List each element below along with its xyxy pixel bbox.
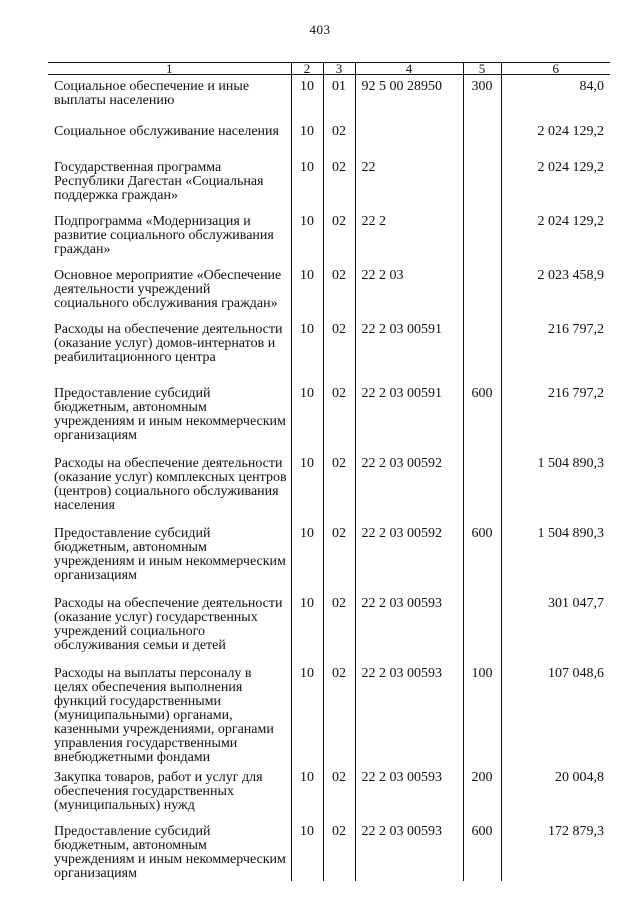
row-expense-type-cell bbox=[463, 591, 501, 661]
row-name-cell: Закупка товаров, работ и услуг для обеспечения государственных (муниципальных) нужд bbox=[54, 769, 263, 813]
row-target-article-cell: 22 2 03 00593 bbox=[355, 765, 463, 819]
row-expense-type-cell bbox=[463, 119, 501, 155]
row-subsection-cell: 02 bbox=[323, 263, 355, 317]
row-subsection-cell: 02 bbox=[323, 209, 355, 263]
table-row bbox=[48, 209, 610, 263]
row-amount-cell: 1 504 890,3 bbox=[501, 521, 610, 591]
row-expense-type-cell: 600 bbox=[463, 381, 501, 451]
row-section-cell: 10 bbox=[291, 209, 323, 263]
row-section-cell: 10 bbox=[291, 521, 323, 591]
row-section-cell: 10 bbox=[291, 819, 323, 881]
row-name-cell: Расходы на обеспечение деятельности (оказание услуг) государственных учреждений социального обслуживания семьи и детей bbox=[54, 595, 283, 653]
row-amount-cell: 301 047,7 bbox=[501, 591, 610, 661]
row-expense-type-cell: 300 bbox=[463, 75, 501, 119]
column-number-header-row bbox=[48, 63, 610, 75]
row-name-cell: Расходы на обеспечение деятельности (оказание услуг) комплексных центров (центров) социального обслуживания населения bbox=[54, 455, 287, 513]
row-section-cell: 10 bbox=[291, 381, 323, 451]
row-name-cell: Расходы на обеспечение деятельности (оказание услуг) домов-интернатов и реабилитационного центра bbox=[54, 321, 283, 365]
row-amount-cell: 172 879,3 bbox=[501, 819, 610, 881]
row-name-cell: Подпрограмма «Модернизация и развитие социального обслуживания граждан» bbox=[54, 213, 274, 257]
row-expense-type-cell: 600 bbox=[463, 819, 501, 881]
row-amount-cell: 20 004,8 bbox=[501, 765, 610, 819]
column-header-3: 3 bbox=[323, 63, 355, 75]
row-amount-cell: 2 024 129,2 bbox=[501, 209, 610, 263]
row-name-cell: Основное мероприятие «Обеспечение деятельности учреждений социального обслуживания граждан» bbox=[54, 267, 282, 311]
table-row bbox=[48, 381, 610, 451]
row-target-article-cell: 22 2 03 00593 bbox=[355, 819, 463, 881]
row-name-cell: Предоставление субсидий бюджетным, автономным учреждениям и иным некоммерческим организациям bbox=[54, 385, 286, 443]
row-name-cell: Расходы на выплаты персоналу в целях обеспечения выполнения функций государственными (муниципальными) органами, казенными учреждениями, органами управления государственными внебюджетными фондами bbox=[54, 665, 274, 765]
row-name-cell: Государственная программа Республики Дагестан «Социальная поддержка граждан» bbox=[54, 159, 264, 203]
row-section-cell: 10 bbox=[291, 661, 323, 765]
row-section-cell: 10 bbox=[291, 317, 323, 381]
row-name-cell: Предоставление субсидий бюджетным, автономным учреждениям и иным некоммерческим организациям bbox=[54, 823, 286, 881]
table-row bbox=[48, 521, 610, 591]
table-row bbox=[48, 317, 610, 381]
row-subsection-cell: 02 bbox=[323, 819, 355, 881]
row-section-cell: 10 bbox=[291, 155, 323, 209]
row-section-cell: 10 bbox=[291, 75, 323, 119]
row-subsection-cell: 02 bbox=[323, 521, 355, 591]
row-section-cell: 10 bbox=[291, 591, 323, 661]
row-expense-type-cell bbox=[463, 317, 501, 381]
column-header-5: 5 bbox=[463, 63, 501, 75]
row-amount-cell: 107 048,6 bbox=[501, 661, 610, 765]
row-subsection-cell: 02 bbox=[323, 317, 355, 381]
row-target-article-cell: 22 2 03 00593 bbox=[355, 591, 463, 661]
row-expense-type-cell bbox=[463, 155, 501, 209]
column-header-1: 1 bbox=[48, 63, 291, 75]
row-section-cell: 10 bbox=[291, 765, 323, 819]
row-name-cell: Предоставление субсидий бюджетным, автономным учреждениям и иным некоммерческим организациям bbox=[54, 525, 286, 583]
row-section-cell: 10 bbox=[291, 263, 323, 317]
row-subsection-cell: 02 bbox=[323, 765, 355, 819]
row-name-cell: Социальное обслуживание населения bbox=[54, 123, 279, 139]
table-row bbox=[48, 765, 610, 819]
row-target-article-cell: 22 2 03 bbox=[355, 263, 463, 317]
row-expense-type-cell: 600 bbox=[463, 521, 501, 591]
row-expense-type-cell: 200 bbox=[463, 765, 501, 819]
row-target-article-cell: 22 2 03 00593 bbox=[355, 661, 463, 765]
page-number: 403 bbox=[309, 22, 331, 37]
row-subsection-cell: 02 bbox=[323, 591, 355, 661]
column-header-6: 6 bbox=[501, 63, 610, 75]
row-amount-cell: 2 024 129,2 bbox=[501, 155, 610, 209]
row-subsection-cell: 02 bbox=[323, 451, 355, 521]
table-row bbox=[48, 263, 610, 317]
row-expense-type-cell bbox=[463, 209, 501, 263]
row-expense-type-cell bbox=[463, 451, 501, 521]
row-subsection-cell: 02 bbox=[323, 381, 355, 451]
row-target-article-cell: 92 5 00 28950 bbox=[355, 75, 463, 119]
table-row bbox=[48, 819, 610, 881]
row-subsection-cell: 01 bbox=[323, 75, 355, 119]
row-name-cell: Социальное обеспечение и иные выплаты населению bbox=[54, 79, 250, 108]
column-header-4: 4 bbox=[355, 63, 463, 75]
table-row bbox=[48, 451, 610, 521]
row-target-article-cell: 22 2 03 00592 bbox=[355, 451, 463, 521]
row-amount-cell: 216 797,2 bbox=[501, 381, 610, 451]
row-target-article-cell: 22 2 03 00591 bbox=[355, 317, 463, 381]
row-subsection-cell: 02 bbox=[323, 155, 355, 209]
table-body bbox=[48, 75, 610, 881]
table-row bbox=[48, 75, 610, 119]
row-target-article-cell: 22 2 03 00591 bbox=[355, 381, 463, 451]
row-target-article-cell bbox=[355, 119, 463, 155]
budget-table-wrapper bbox=[48, 62, 610, 881]
budget-table bbox=[48, 62, 610, 881]
row-amount-cell: 216 797,2 bbox=[501, 317, 610, 381]
row-subsection-cell: 02 bbox=[323, 661, 355, 765]
row-target-article-cell: 22 bbox=[355, 155, 463, 209]
row-expense-type-cell bbox=[463, 263, 501, 317]
table-row bbox=[48, 155, 610, 209]
row-target-article-cell: 22 2 bbox=[355, 209, 463, 263]
row-section-cell: 10 bbox=[291, 451, 323, 521]
row-amount-cell: 2 024 129,2 bbox=[501, 119, 610, 155]
table-row bbox=[48, 591, 610, 661]
row-section-cell: 10 bbox=[291, 119, 323, 155]
table-row bbox=[48, 119, 610, 155]
row-amount-cell: 1 504 890,3 bbox=[501, 451, 610, 521]
row-expense-type-cell: 100 bbox=[463, 661, 501, 765]
row-amount-cell: 84,0 bbox=[501, 75, 610, 119]
row-subsection-cell: 02 bbox=[323, 119, 355, 155]
row-target-article-cell: 22 2 03 00592 bbox=[355, 521, 463, 591]
row-amount-cell: 2 023 458,9 bbox=[501, 263, 610, 317]
column-header-2: 2 bbox=[291, 63, 323, 75]
table-row bbox=[48, 661, 610, 765]
